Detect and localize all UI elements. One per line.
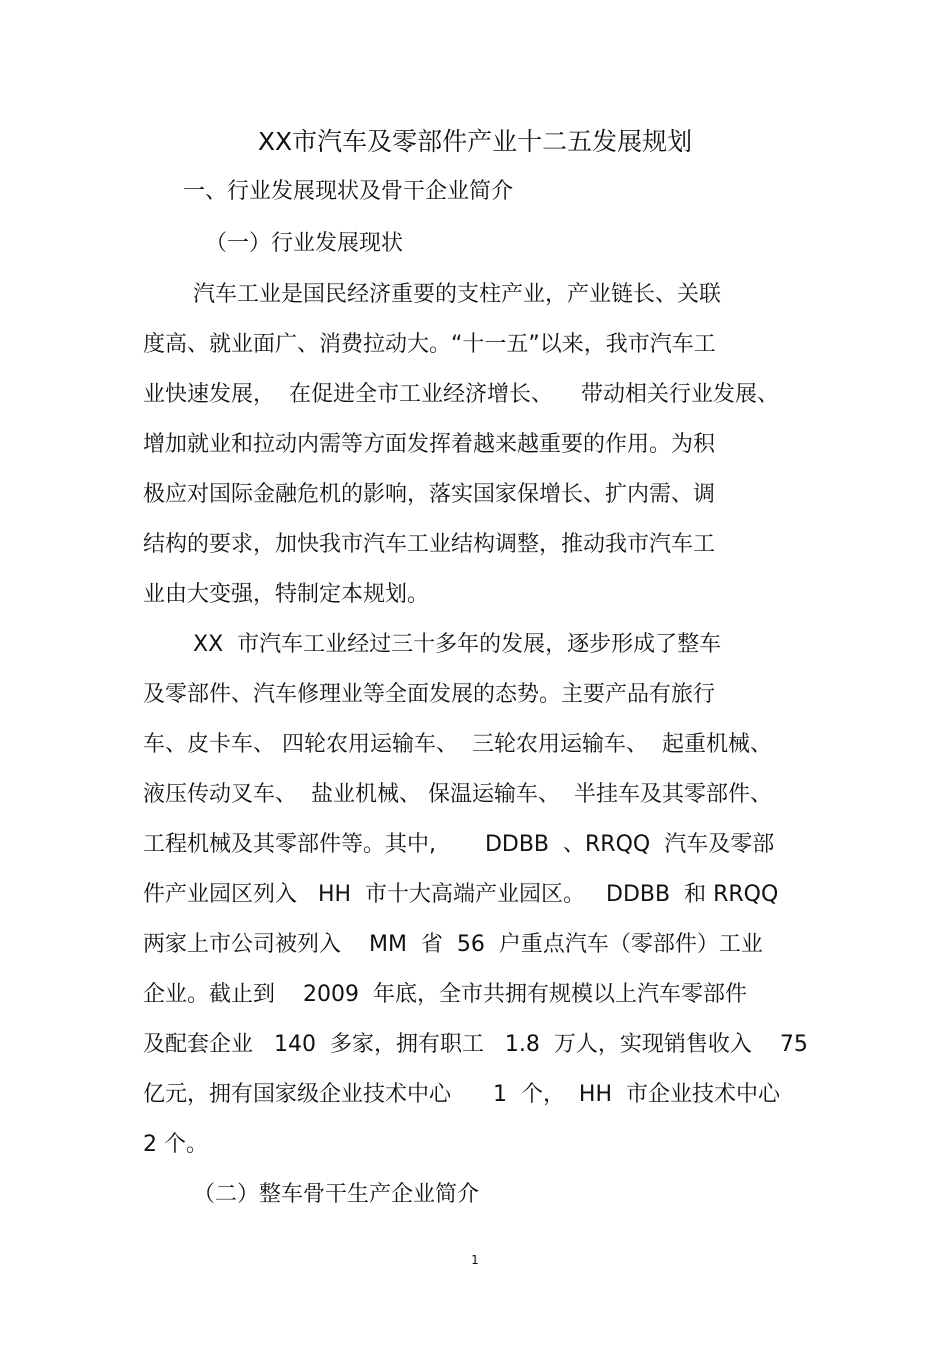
- paragraph-line: 件产业园区列入 HH 市十大高端产业园区。 DDBB 和 RRQQ: [143, 882, 779, 907]
- section-heading: 一、行业发展现状及骨干企业简介: [183, 179, 514, 204]
- paragraph-line: 车、皮卡车、 四轮农用运输车、 三轮农用运输车、 起重机械、: [143, 732, 772, 757]
- paragraph-line: 极应对国际金融危机的影响，落实国家保增长、扩内需、调: [143, 482, 716, 507]
- paragraph-line: 业快速发展， 在促进全市工业经济增长、 带动相关行业发展、: [143, 382, 779, 407]
- paragraph-line: 汽车工业是国民经济重要的支柱产业，产业链长、关联: [193, 282, 722, 307]
- document-title: XX市汽车及零部件产业十二五发展规划: [257, 127, 693, 156]
- paragraph-line: 企业。截止到 2009 年底，全市共拥有规模以上汽车零部件: [143, 982, 747, 1007]
- paragraph-line: 两家上市公司被列入 MM 省 56 户重点汽车（零部件）工业: [143, 932, 763, 957]
- subsection-heading: （一）行业发展现状: [205, 231, 404, 256]
- paragraph-line: 业由大变强，特制定本规划。: [143, 582, 430, 607]
- page-number: 1: [471, 1253, 479, 1267]
- subsection-heading: （二）整车骨干生产企业简介: [193, 1182, 480, 1207]
- paragraph-line: XX 市汽车工业经过三十多年的发展，逐步形成了整车: [193, 632, 722, 657]
- paragraph-line: 及零部件、汽车修理业等全面发展的态势。主要产品有旅行: [143, 682, 716, 707]
- paragraph-line: 2 个。: [143, 1132, 208, 1157]
- paragraph-line: 结构的要求，加快我市汽车工业结构调整，推动我市汽车工: [143, 532, 716, 557]
- paragraph-line: 工程机械及其零部件等。其中, DDBB 、RRQQ 汽车及零部: [143, 832, 775, 857]
- paragraph-line: 增加就业和拉动内需等方面发挥着越来越重要的作用。为积: [143, 432, 716, 457]
- paragraph-line: 度高、就业面广、消费拉动大。“十一五”以来，我市汽车工: [143, 332, 716, 357]
- paragraph-line: 液压传动叉车、 盐业机械、 保温运输车、 半挂车及其零部件、: [143, 782, 772, 807]
- paragraph-line: 亿元，拥有国家级企业技术中心 1 个， HH 市企业技术中心: [143, 1082, 781, 1107]
- paragraph-line: 及配套企业 140 多家，拥有职工 1.8 万人，实现销售收入 75: [143, 1032, 808, 1057]
